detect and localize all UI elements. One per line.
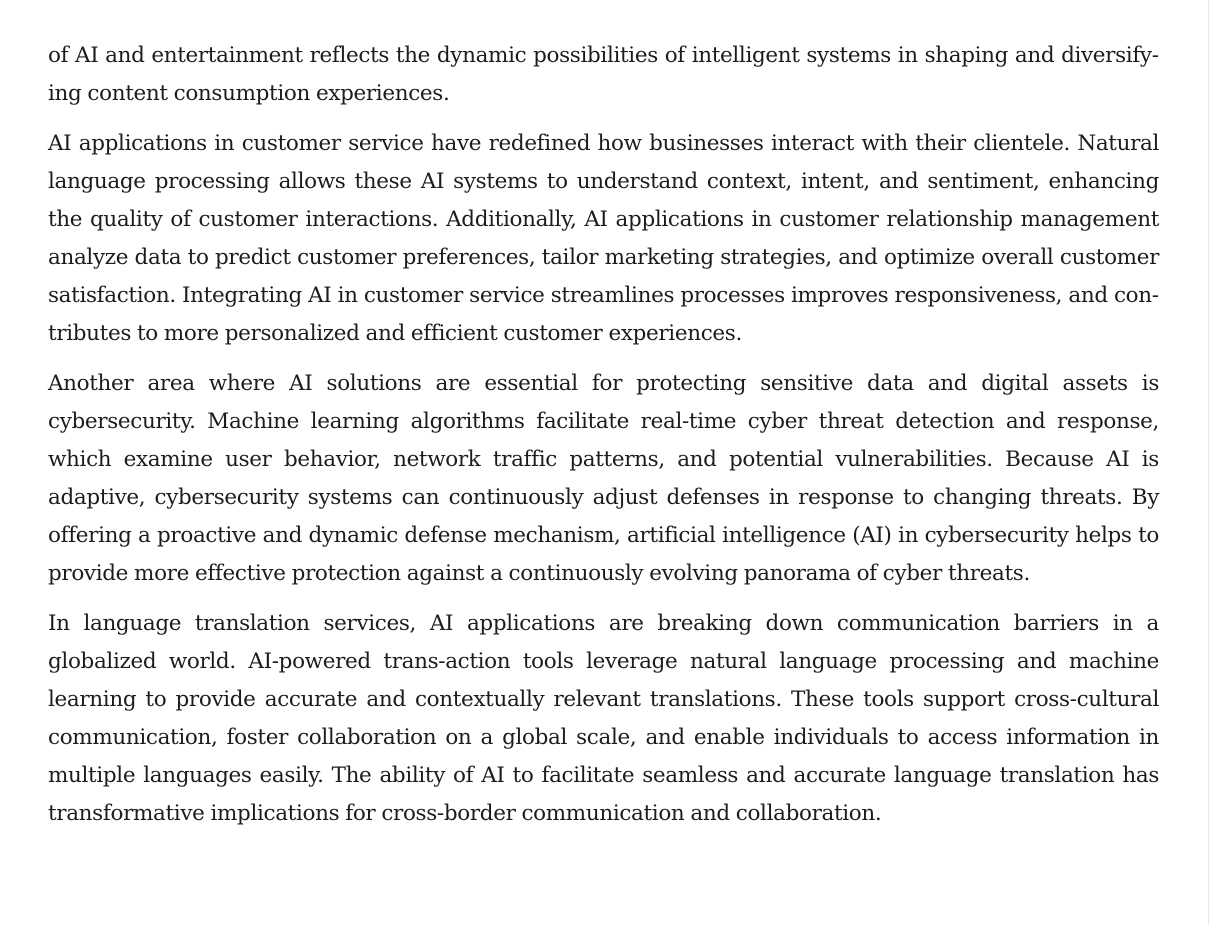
paragraph-cybersecurity: Another area where AI solutions are essential for protecting sensitive data and digital assets is cybersecurity. Machine learning algorithms facilitate real-time cyber threat detection and response, which examine user behavior, network traffic patterns, and potential vulnerabilities. Because AI is adaptive, cybersecurity systems can continuously adjust defenses in response to changing threats. By offering a proactive and dynamic defense mechanism, artificial intelligence (AI) in cybersecurity helps to provide more effective protection against a continuously evolving panorama of cyber threats.: [48, 371, 1159, 586]
page-content: [48, 37, 1159, 845]
paragraph-customer-service: AI applications in customer service have redefined how businesses interact with their clientele. Natural language processing allows these AI systems to understand context, intent, and sentiment, enhancing the quality of customer interactions. Additionally, AI applications in customer relationship management analyze data to predict customer preferences, tailor marketing strategies, and optimize overall customer satisfaction. Integrating AI in customer service streamlines processes improves responsiveness, and contributes to more personalized and efficient customer experiences.: [48, 131, 1159, 346]
paragraph-language-translation: In language translation services, AI applications are breaking down communication barriers in a globalized world. AI-powered trans-action tools leverage natural language processing and machine learning to provide accurate and contextually relevant translations. These tools support cross-cultural communication, foster collaboration on a global scale, and enable individuals to access information in multiple languages easily. The ability of AI to facilitate seamless and accurate language translation has transformative implications for cross-border communication and collaboration.: [48, 611, 1159, 826]
paragraph-entertainment-end: of AI and entertainment reflects the dynamic possibilities of intelligent systems in shaping and diversifying content consumption experiences.: [48, 43, 1159, 106]
